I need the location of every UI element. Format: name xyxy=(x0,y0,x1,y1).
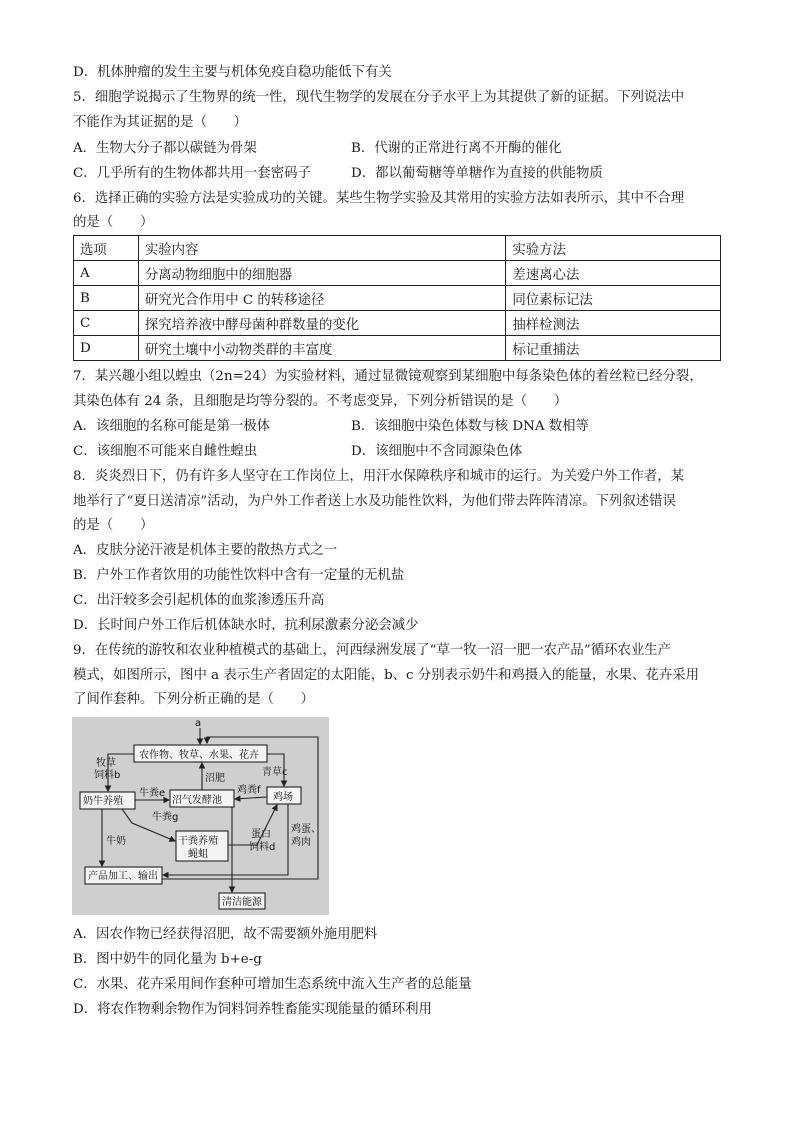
q6-stem-line2: 的是（ ） xyxy=(73,215,154,230)
diagram-label-feed-d: 饲料d xyxy=(249,842,276,853)
table-header-cell: 实验内容 xyxy=(138,236,506,261)
diagram-label-eggs: 鸡蛋、 xyxy=(291,824,321,835)
diagram-label-forage-b: 饲料b xyxy=(94,770,121,781)
q5-option-d: D．都以葡萄糖等单糖作为直接的供能物质 xyxy=(351,166,603,181)
table-cell: 研究土壤中小动物类群的丰富度 xyxy=(138,336,506,361)
table-cell: 分离动物细胞中的细胞器 xyxy=(138,261,506,286)
table-cell: A xyxy=(74,261,139,286)
diagram-node-processing: 产品加工、输出 xyxy=(88,871,158,882)
diagram-label-green-c: 青草c xyxy=(262,767,288,778)
q7-stem-line1: 7．某兴趣小组以蝗虫（2n=24）为实验材料，通过显微镜观察到某细胞中每条染色体的着丝粒已经分裂， xyxy=(73,369,703,384)
q8-option-d: D．长时间户外工作后机体缺水时，抗利尿激素分泌会减少 xyxy=(73,618,419,633)
table-header-cell: 实验方法 xyxy=(506,236,721,261)
q6-stem-line1: 6．选择正确的实验方法是实验成功的关键。某些生物学实验及其常用的实验方法如表所示，其中不合理 xyxy=(73,191,685,206)
q9-stem-line2: 模式，如图所示，图中 a 表示生产者固定的太阳能，b、c 分别表示奶牛和鸡摄入的能量，水果、花卉采用 xyxy=(73,668,700,683)
q9-option-d: D．将农作物剩余物作为饲料饲养牲畜能实现能量的循环利用 xyxy=(73,1002,432,1017)
diagram-node-dry-dung: 干粪养殖 xyxy=(178,836,218,847)
q7-stem-line2: 其染色体有 24 条，且细胞是均等分裂的。不考虑变异，下列分析错误的是（ ） xyxy=(73,394,568,409)
diagram-label-milk: 牛奶 xyxy=(106,836,126,847)
q7-option-c: C．该细胞不可能来自雌性蝗虫 xyxy=(73,444,258,459)
q8-stem-line1: 8．炎炎烈日下，仍有许多人坚守在工作岗位上，用汗水保障秩序和城市的运行。为关爱户外工作者，某 xyxy=(73,469,685,484)
diagram-label-chicken-dung: 鸡粪f xyxy=(237,785,261,796)
q9-stem-line3: 了间作套种。下列分析正确的是（ ） xyxy=(73,692,315,707)
q5-stem-line1: 5．细胞学说揭示了生物界的统一性，现代生物学的发展在分子水平上为其提供了新的证据。下列说法中 xyxy=(73,90,685,105)
q8-stem-line3: 的是（ ） xyxy=(73,518,154,533)
table-row xyxy=(74,286,721,311)
q5-stem-line2: 不能作为其证据的是（ ） xyxy=(73,115,248,130)
table-cell: D xyxy=(74,336,139,361)
diagram-label-dung-g: 牛粪g xyxy=(152,812,179,823)
diagram-node-dairy: 奶牛养殖 xyxy=(83,796,123,807)
diagram-node-clean-energy: 清洁能源 xyxy=(222,897,262,908)
q9-stem-line1: 9．在传统的游牧和农业种植模式的基础上，河西绿洲发展了“草一牧一沼一肥一农产品”循环农业生产 xyxy=(73,643,672,658)
q8-option-b: B．户外工作者饮用的功能性饮料中含有一定量的无机盐 xyxy=(73,568,405,583)
table-header-row xyxy=(74,236,721,261)
q5-option-a: A．生物大分子都以碳链为骨架 xyxy=(73,141,257,156)
q9-option-a: A．因农作物已经获得沼肥，故不需要额外施用肥料 xyxy=(73,927,378,942)
q7-option-d: D．该细胞中不含同源染色体 xyxy=(351,444,523,459)
q5-option-b: B．代谢的正常进行离不开酶的催化 xyxy=(351,141,562,156)
table-row xyxy=(74,336,721,361)
q9-option-c: C．水果、花卉采用间作套种可增加生态系统中流入生产者的总能量 xyxy=(73,977,472,992)
diagram-label-protein: 蛋白 xyxy=(251,829,271,840)
diagram-label-forage: 牧草 xyxy=(96,758,116,769)
table-cell: 差速离心法 xyxy=(506,261,721,286)
diagram-label-a: a xyxy=(195,718,202,729)
table-cell: C xyxy=(74,311,139,336)
q8-option-a: A．皮肤分泌汗液是机体主要的散热方式之一 xyxy=(73,543,338,558)
q4-option-d: D．机体肿瘤的发生主要与机体免疫自稳功能低下有关 xyxy=(73,65,392,80)
diagram-node-maggots: 蝇蛆 xyxy=(188,849,208,860)
q7-option-a: A．该细胞的名称可能是第一极体 xyxy=(73,419,271,434)
diagram-label-meat: 鸡肉 xyxy=(291,837,311,848)
q5-option-c: C．几乎所有的生物体都共用一套密码子 xyxy=(73,166,311,181)
q8-stem-line2: 地举行了“夏日送清凉”活动，为户外工作者送上水及功能性饮料，为他们带去阵阵清凉。下列叙述错误 xyxy=(73,494,676,509)
table-row xyxy=(74,311,721,336)
diagram-node-chicken-farm: 鸡场 xyxy=(273,792,293,803)
table-row xyxy=(74,261,721,286)
diagram-node-crops: 农作物、牧草、水果、花卉 xyxy=(139,750,259,761)
diagram-label-dung-e: 牛粪e xyxy=(139,788,166,799)
q7-option-b: B．该细胞中染色体数与核 DNA 数相等 xyxy=(351,419,589,434)
diagram-node-biogas-pool: 沼气发酵池 xyxy=(172,795,222,806)
table-cell: 标记重捕法 xyxy=(506,336,721,361)
table-cell: 研究光合作用中 C 的转移途径 xyxy=(138,286,506,311)
table-cell: 抽样检测法 xyxy=(506,311,721,336)
circular-agriculture-diagram xyxy=(72,717,329,915)
table-cell: 探究培养液中酵母菌种群数量的变化 xyxy=(138,311,506,336)
q8-option-c: C．出汗较多会引起机体的血浆渗透压升高 xyxy=(73,593,325,608)
experiment-table xyxy=(73,235,721,361)
table-header-cell: 选项 xyxy=(74,236,139,261)
q9-option-b: B．图中奶牛的同化量为 b+e-g xyxy=(73,952,262,967)
table-cell: 同位素标记法 xyxy=(506,286,721,311)
table-cell: B xyxy=(74,286,139,311)
diagram-label-biogas-fertilizer: 沼肥 xyxy=(205,773,225,784)
